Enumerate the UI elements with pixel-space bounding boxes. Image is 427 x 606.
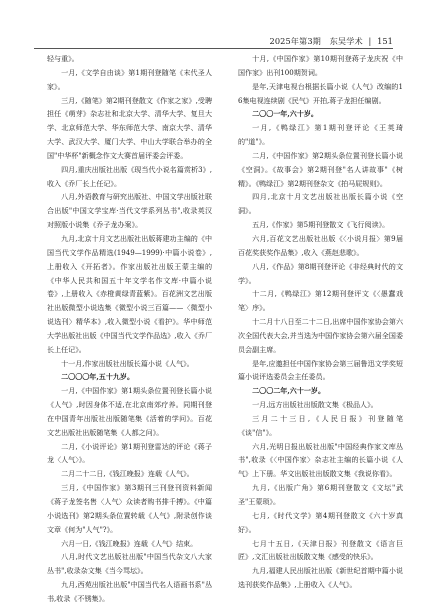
chronology-entry: 二月,《小说评论》第1期刊登雷达的评论《蒋子龙〈人气〉》。 [47,441,212,465]
chronology-entry: 六月,光明日报出版社出版"中国经典作家文库丛书",收录《〈中国作家〉杂志社主编的长篇小说《人气》上下册。华文出版社出版散文集《我说你看》。 [238,441,403,479]
chronology-entry: 十月,《中国作家》第10期刊登蒋子龙庆祝《中国作家》出刊100期贺词。 [238,54,403,77]
running-header [270,36,393,47]
left-column [47,52,212,606]
header-rule [34,48,393,49]
chronology-entry: 七月,《时代文学》第4期刊登散文《六十岁真好》。 [238,510,403,534]
chronology-entry: 是年,天津电视台根据长篇小说《人气》改编的16集电视连续剧《民气》开拍,蒋子龙担任编剧。 [238,81,403,105]
chronology-entry: 一月,《中国作家》第1期头条位置刊登长篇小说《人气》,时因身体不适,在北京南郊疗养。同期刊登在中国青年出版社出版随笔集《活着的学问》。百花文艺出版社出版随笔集《人都之问》。 [47,386,212,437]
chronology-entry: 四月,北京十月文艺出版社出版长篇小说《空洞》。 [238,192,403,216]
header-separator: | [368,36,372,46]
chronology-entry: 八月,外语教育与研究出版社、中国文学出版社联合出版"中国文学宝库·当代文学系列丛书",收录英汉对照版小说集《乔子龙办案》。 [47,192,212,230]
chronology-entry: 十二月,《鸭绿江》第12期刊登评文《〈愚蠢戏笔〉序》。 [238,289,403,313]
chronology-entry: 轻与重》。 [47,54,79,63]
chronology-entry: 八月,时代文艺出版社出版"中国当代杂文八大家丛书",收录杂文集《当今骂坛》。 [47,552,212,576]
chronology-entry: 一月,远方出版社出版散文集《极品人》。 [252,400,378,410]
chronology-entry: 是年,应邀担任中国作家协会第三届鲁迅文学奖短篇小说评选委员会主任委员。 [238,358,403,382]
year-heading: 二〇〇一年,六十岁。 [252,109,318,119]
chronology-entry: 四月,重庆出版社出版《现当代小说名篇赏析3》,收入《乔厂长上任记》。 [47,164,212,188]
chronology-entry: 三月,《随笔》第2期刊登散文《作家之家》,受聘担任《萌芽》杂志社和北京大学、清华大学、复旦大学、北京师范大学、华东师范大学、南京大学、清华大学、武汉大学、厦门大学、中山大学联合举办的全国"中华杯"新概念作文大赛首届评委会评委。 [47,95,212,160]
chronology-entry: 一月,《鸭绿江》第1期刊登评论《王英琦的"道"》。 [238,123,403,147]
chronology-entry: 三月,《中国作家》第3期刊三刊登刊资料新闻《蒋子龙签名售〈人气〉众读者购书排千搏》。《中篇小说选刊》第2期头条位置转载《人气》,附录创作谈文章《何为"人气"?》。 [47,483,212,534]
chronology-entry: 六月一日,《钱江晚报》连载《人气》结束。 [61,538,198,548]
chronology-entry: 六月,百花文艺出版社出版《〈小说月报〉第9届百花奖获奖作品集》,收入《燕赵悲歌》。 [238,233,403,257]
chronology-entry: 五月,《作家》第5期刊登散文《飞行阅读》。 [252,220,390,230]
chronology-entry: 一月,《文学自由谈》第1期刊登随笔《末代圣人家》。 [47,67,212,91]
chronology-entry: 九月,西苑出版社出版"中国当代名人语画书系"丛书,收录《不锈集》。 [47,580,212,603]
chronology-entry: 七月十五日,《天津日报》刊登散文《语言巨匠》,文汇出版社出版散文集《感受的快乐》。 [238,538,403,562]
issue-label: 2025年第3期 [269,36,321,46]
chronology-entry: 九月,《出版广角》第6期刊登散文《文坛"武圣"王蒙琐》。 [238,483,403,506]
year-heading: 二〇〇〇年,五十九岁。 [61,372,135,382]
chronology-entry: 八月,《作品》第8期刊登评论《非经典时代的文学》。 [238,261,403,285]
right-column [238,52,403,592]
chronology-entry: 九月,北京十月文艺出版社出版蒋建功主编的《中国当代文学作品精选(1949—1999)·中篇小说卷》,上册收入《开拓者》。作家出版社出版王蒙主编的《中华人民共和国五十年文学名作文库·中篇小说卷》,上册收入《赤橙黄绿青蓝紫》。百花洲文艺出版社出版微型小说选集《微型小说三百篇——〈微型小说选刊〉精华本》,收入微型小说《看护》。华中师范大学出版社出版《中国当代文学作品选》,收入《乔厂长上任记》。 [47,233,212,354]
chronology-entry: 十二月十八日至二十二日,出席中国作家协会第六次全国代表大会,并当选为中国作家协会第六届全国委员会副主席。 [238,317,403,354]
page-number: 151 [377,36,393,46]
chronology-entry: 十一月,作家出版社出版长篇小说《人气》。 [61,358,194,368]
journal-name: 东吴学术 [329,36,363,46]
chronology-entry: 九月,福建人民出版社出版《新世纪首期中篇小说选刊获奖作品集》,上册收入《人气》。 [238,566,403,590]
year-heading: 二〇〇二年,六十一岁。 [252,386,326,396]
chronology-entry: 二月,《中国作家》第2期头条位置刊登长篇小说《空洞》。《故事会》第2期刊登"名人讲故事"《树精》。《鸭绿江》第2期刊登杂文《拍马屁规则》。 [238,150,403,188]
chronology-entry: 三月二十三日,《人民日报》刊登随笔《谈"信"》。 [238,413,403,437]
chronology-entry: 二月二十二日,《钱江晚报》连载《人气》。 [61,469,194,479]
